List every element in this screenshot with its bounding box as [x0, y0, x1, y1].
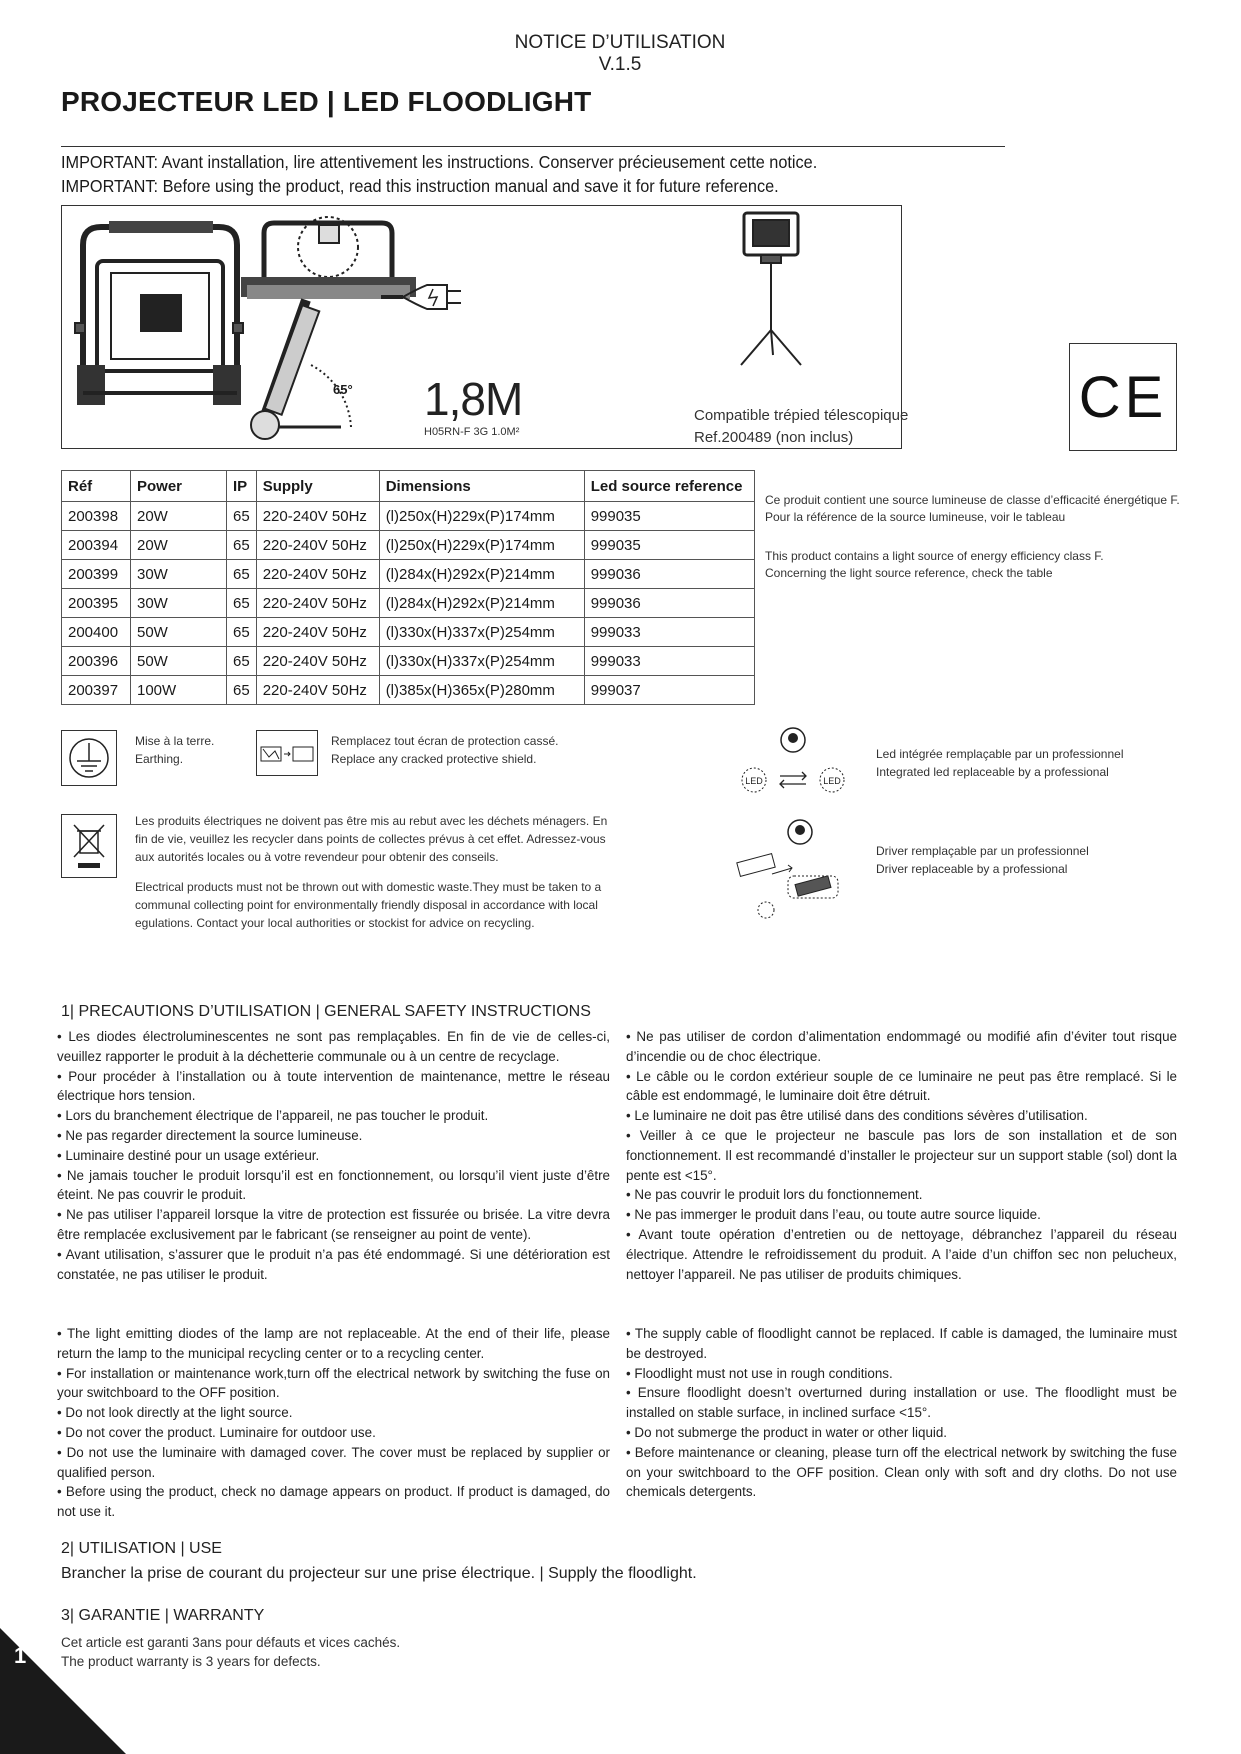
cable-length: 1,8M	[424, 373, 523, 425]
section1-title: 1| PRECAUTIONS D’UTILISATION | GENERAL SAFETY INSTRUCTIONS	[61, 1003, 591, 1020]
cell: 65	[227, 531, 257, 560]
section3-title: 3| GARANTIE | WARRANTY	[61, 1607, 265, 1624]
floodlight-side-view-icon	[251, 300, 351, 439]
cell: 999033	[584, 647, 754, 676]
cell: 65	[227, 618, 257, 647]
cell: 999036	[584, 560, 754, 589]
earth-text	[135, 732, 214, 768]
cell: 100W	[131, 676, 227, 705]
shield-symbol-box	[256, 730, 318, 776]
cell: 65	[227, 647, 257, 676]
spec-table	[61, 470, 755, 705]
energy-en1: This product contains a light source of energy efficiency class F.	[765, 549, 1104, 563]
cell: 20W	[131, 531, 227, 560]
cell: 999033	[584, 618, 754, 647]
cell: 220-240V 50Hz	[256, 589, 379, 618]
energy-en2: Concerning the light source reference, check the table	[765, 566, 1053, 580]
cell: 220-240V 50Hz	[256, 531, 379, 560]
list-item: • Ensure floodlight doesn’t overturned during installation or use. The floodlight must be installed on stable surface, in inclined surface <15°.	[626, 1385, 1177, 1421]
list-item: • The supply cable of floodlight cannot be replaced. If cable is damaged, the luminaire must be destroyed.	[626, 1326, 1177, 1361]
tilt-angle-label: 65°	[333, 382, 353, 397]
table-header-row	[62, 471, 755, 502]
table-row	[62, 618, 755, 647]
cell: (l)284x(H)292x(P)214mm	[379, 560, 584, 589]
cell: 220-240V 50Hz	[256, 647, 379, 676]
cell: 65	[227, 676, 257, 705]
col-ip: IP	[227, 471, 257, 502]
cell: (l)385x(H)365x(P)280mm	[379, 676, 584, 705]
weee-text	[135, 812, 613, 932]
list-item: • Le luminaire ne doit pas être utilisé dans des conditions sévères d’utilisation.	[626, 1108, 1088, 1124]
cell: 999036	[584, 589, 754, 618]
page-number: 1	[14, 1643, 27, 1668]
col-power: Power	[131, 471, 227, 502]
list-item: • Before using the product, check no damage appears on product. If product is damaged, do not use it.	[57, 1484, 610, 1520]
list-item: • For installation or maintenance work,turn off the electrical network by switching the fuse on your switchboard to the OFF position.	[57, 1365, 610, 1401]
col-supply: Supply	[256, 471, 379, 502]
list-item: • The light emitting diodes of the lamp are not replaceable. At the end of their life, please return the lamp to the municipal recycling center or to a recycling center.	[57, 1326, 610, 1361]
cell: 65	[227, 502, 257, 531]
col-ref: Réf	[62, 471, 131, 502]
safety-en-right	[626, 1324, 1177, 1502]
tripod-compatibility	[694, 405, 908, 449]
important-notice	[61, 150, 817, 198]
section2-text: Brancher la prise de courant du projecteur sur une prise électrique. | Supply the floodlight.	[61, 1565, 697, 1582]
led-en: Integrated led replaceable by a professional	[876, 765, 1109, 779]
tripod-line2: Ref.200489 (non inclus)	[694, 429, 854, 446]
important-fr: IMPORTANT: Avant installation, lire attentivement les instructions. Conserver précieusement cette notice.	[61, 152, 818, 172]
cell: 200400	[62, 618, 131, 647]
cell: 220-240V 50Hz	[256, 502, 379, 531]
list-item: • Do not cover the product. Luminaire for outdoor use.	[57, 1424, 376, 1440]
list-item: • Veiller à ce que le projecteur ne bascule pas lors de son installation et de son fonctionnement. Il est recommandé d’installer le projecteur sur un support stable (sol) dont la pente est <15°.	[626, 1127, 1177, 1183]
cell: (l)330x(H)337x(P)254mm	[379, 647, 584, 676]
table-row	[62, 560, 755, 589]
earth-symbol-box	[61, 730, 117, 786]
cell: 200398	[62, 502, 131, 531]
cell: 50W	[131, 618, 227, 647]
cell: 65	[227, 589, 257, 618]
list-item: • Ne pas utiliser l’appareil lorsque la vitre de protection est fissurée ou brisée. La vitre devra être remplacée exclusivement par le fabricant (se renseigner au point de vente).	[57, 1207, 610, 1242]
cell: 30W	[131, 589, 227, 618]
table-row	[62, 647, 755, 676]
driver-replace-icon	[728, 818, 858, 928]
shield-text	[331, 732, 558, 768]
cell: 999035	[584, 502, 754, 531]
warranty-fr: Cet article est garanti 3ans pour défauts et vices cachés.	[61, 1635, 401, 1650]
cell: 220-240V 50Hz	[256, 560, 379, 589]
tripod-line1: Compatible trépied télescopique	[694, 407, 909, 424]
cracked-shield-icon	[257, 731, 317, 775]
notice-label: NOTICE D’UTILISATION	[514, 32, 726, 53]
safety-en-left	[57, 1324, 610, 1522]
cell: 20W	[131, 502, 227, 531]
cell: (l)284x(H)292x(P)214mm	[379, 589, 584, 618]
energy-class-note	[765, 492, 1180, 582]
important-en: IMPORTANT: Before using the product, read this instruction manual and save it for future reference.	[61, 176, 779, 196]
driver-fr: Driver remplaçable par un professionnel	[876, 844, 1089, 858]
list-item: • Floodlight must not use in rough conditions.	[626, 1365, 893, 1381]
energy-fr1: Ce produit contient une source lumineuse de classe d’efficacité énergétique F.	[765, 493, 1180, 507]
weee-fr: Les produits électriques ne doivent pas être mis au rebut avec les déchets ménagers. En fin de vie, veuillez les recycler dans points de collectes prévus à cet effet. Adressez-vous aux autorités locales ou à votre revendeur pour obtenir des conseils.	[135, 814, 608, 864]
weee-bin-icon	[62, 815, 116, 877]
led-replace-text	[876, 745, 1124, 781]
cell: (l)250x(H)229x(P)174mm	[379, 502, 584, 531]
cable-spec: H05RN-F 3G 1.0M²	[424, 426, 520, 438]
ce-mark: CE	[1069, 343, 1177, 451]
cell: 200397	[62, 676, 131, 705]
cell: 65	[227, 560, 257, 589]
cell: (l)250x(H)229x(P)174mm	[379, 531, 584, 560]
shield-en: Replace any cracked protective shield.	[331, 752, 537, 766]
weee-symbol-box	[61, 814, 117, 878]
list-item: • Ne pas couvrir le produit lors du fonctionnement.	[626, 1187, 923, 1203]
led-replace-icon	[728, 726, 858, 796]
led-label-right: LED	[823, 776, 841, 786]
version-label: V.1.5	[598, 54, 642, 75]
title-divider	[61, 146, 1005, 147]
table-row	[62, 531, 755, 560]
weee-en: Electrical products must not be thrown out with domestic waste.They must be taken to a communal collecting point for environmentally friendly disposal in accordance with local egulations. Contact your local authorities or stockist for advice on recycling.	[135, 880, 602, 930]
cell: 200396	[62, 647, 131, 676]
list-item: • Avant toute opération d’entretien ou de nettoyage, débranchez l’appareil du réseau électrique. Attendre le refroidissement du produit. A l’aide d’un chiffon sec non pelucheux, nettoyer l’appareil. Ne pas utiliser de produits chimiques.	[626, 1226, 1177, 1282]
warranty-en: The product warranty is 3 years for defects.	[61, 1654, 321, 1669]
earth-fr: Mise à la terre.	[135, 734, 215, 748]
list-item: • Lors du branchement électrique de l’appareil, ne pas toucher le produit.	[57, 1108, 489, 1124]
energy-fr2: Pour la référence de la source lumineuse, voir le tableau	[765, 510, 1066, 524]
list-item: • Les diodes électroluminescentes ne sont pas remplaçables. En fin de vie de celles-ci, veuillez rapporter le produit à la déchetterie communale ou à un centre de recyclage.	[57, 1029, 610, 1064]
cell: 30W	[131, 560, 227, 589]
safety-fr-right	[626, 1027, 1177, 1284]
list-item: • Luminaire destiné pour un usage extérieur.	[57, 1147, 320, 1163]
earth-icon	[62, 731, 116, 785]
section2-title: 2| UTILISATION | USE	[61, 1540, 222, 1557]
cell: 50W	[131, 647, 227, 676]
cell: 220-240V 50Hz	[256, 618, 379, 647]
list-item: • Do not look directly at the light source.	[57, 1405, 293, 1421]
shield-fr: Remplacez tout écran de protection cassé.	[331, 734, 559, 748]
cell: 200399	[62, 560, 131, 589]
cell: 200395	[62, 589, 131, 618]
list-item: • Do not use the luminaire with damaged cover. The cover must be replaced by supplier or qualified person.	[57, 1444, 610, 1480]
cell: (l)330x(H)337x(P)254mm	[379, 618, 584, 647]
floodlight-top-view-icon	[241, 217, 416, 299]
led-label-left: LED	[745, 776, 763, 786]
table-row	[62, 676, 755, 705]
table-row	[62, 502, 755, 531]
col-led-ref: Led source reference	[584, 471, 754, 502]
list-item: • Ne pas immerger le produit dans l’eau, ou toute autre source liquide.	[626, 1207, 1041, 1223]
list-item: • Before maintenance or cleaning, please turn off the electrical network by switching the fuse on your switchboard to the OFF position. Clean only with soft and dry cloths. Do not use chemicals detergents.	[626, 1444, 1177, 1500]
earth-en: Earthing.	[135, 752, 184, 766]
led-fr: Led intégrée remplaçable par un professionnel	[876, 747, 1124, 761]
cell: 200394	[62, 531, 131, 560]
cell: 999035	[584, 531, 754, 560]
col-dimensions: Dimensions	[379, 471, 584, 502]
driver-replace-text	[876, 842, 1089, 878]
list-item: • Avant utilisation, s’assurer que le produit n’a pas été endommagé. Si une détérioration est constatée, ne pas utiliser le produit.	[57, 1246, 610, 1282]
tripod-icon	[741, 213, 801, 365]
list-item: • Ne pas regarder directement la source lumineuse.	[57, 1127, 363, 1143]
list-item: • Pour procéder à l’installation ou à toute intervention de maintenance, mettre le réseau électrique hors tension.	[57, 1068, 610, 1104]
cell: 999037	[584, 676, 754, 705]
list-item: • Do not submerge the product in water or other liquid.	[626, 1424, 948, 1440]
safety-fr-left	[57, 1027, 610, 1284]
list-item: • Ne pas utiliser de cordon d’alimentation endommagé ou modifié afin d’éviter tout risque d’incendie ou de choc électrique.	[626, 1029, 1177, 1064]
page-title: PROJECTEUR LED | LED FLOODLIGHT	[61, 86, 592, 117]
notice-header	[470, 32, 770, 76]
list-item: • Ne jamais toucher le produit lorsqu’il est en fonctionnement, ou lorsqu’il vient juste d’être éteint. Ne pas couvrir le produit.	[57, 1167, 610, 1203]
table-row	[62, 589, 755, 618]
driver-en: Driver replaceable by a professional	[876, 862, 1068, 876]
cell: 220-240V 50Hz	[256, 676, 379, 705]
floodlight-front-icon	[75, 221, 243, 405]
list-item: • Le câble ou le cordon extérieur souple de ce luminaire ne peut pas être remplacé. Si le câble est endommagé, le luminaire doit être détruit.	[626, 1068, 1177, 1104]
